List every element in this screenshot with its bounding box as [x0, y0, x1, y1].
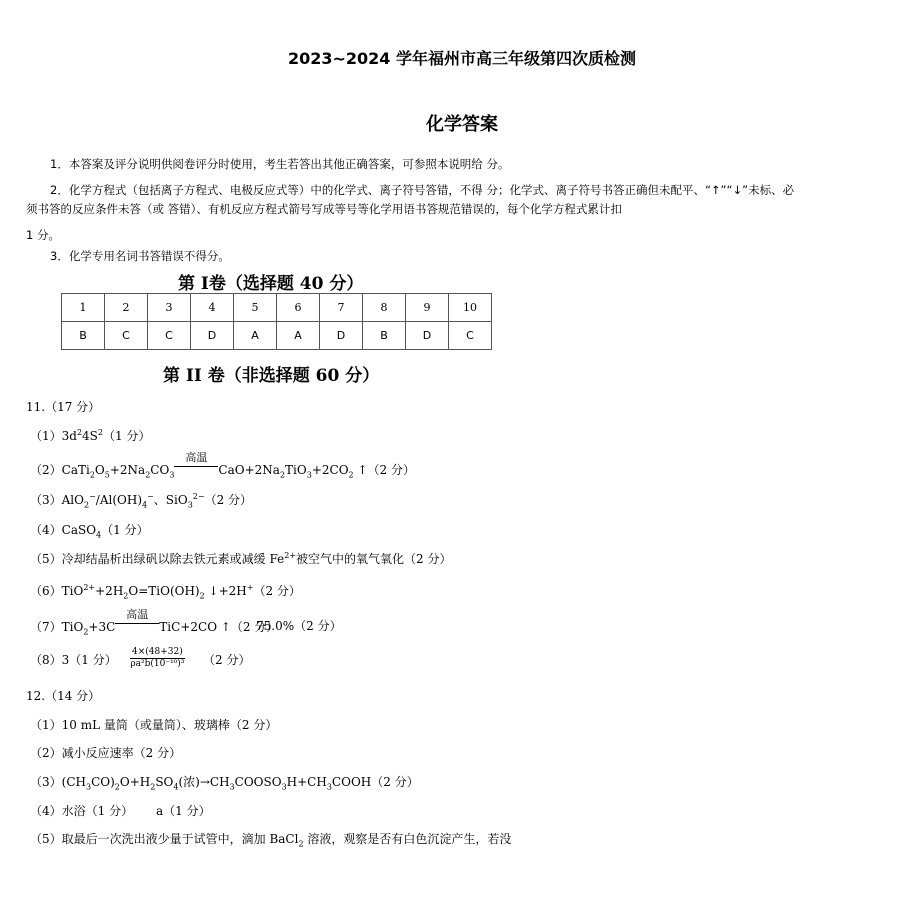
- answer-letter: C: [148, 322, 191, 350]
- note-2: 2．化学方程式（包括离子方程式、电极反应式等）中的化学式、离子符号答错，不得 分；化学式、离子符号书答正确但未配平、“↑”“↓”未标、必: [50, 183, 795, 197]
- reaction-condition-arrow: 高温: [174, 460, 218, 474]
- answer-table: [61, 293, 492, 350]
- note-2-end: 1 分。: [26, 228, 60, 242]
- question-number: 2: [105, 294, 148, 322]
- q11-answer-4: （4）CaSO$_4$（1 分）: [30, 523, 149, 540]
- question-number: 9: [406, 294, 449, 322]
- q11-answer-6: $(6)TiO^{2+}+2H_2O=TiO(OH)_2$ ↓+2H+（2 分）: [30, 583, 301, 601]
- question-number: 3: [148, 294, 191, 322]
- answer-letter: D: [406, 322, 449, 350]
- answer-letter: B: [62, 322, 105, 350]
- q11-title: 11.（17 分）: [26, 400, 101, 414]
- answer-letter: B: [363, 322, 406, 350]
- q12-answer-1: （1）10 mL 量筒（或量筒）、玻璃棒（2 分）: [30, 718, 278, 732]
- q11-answer-2: $(2)CaTi_2O_5+2Na_2CO_3$ 高温 $CaO+2Na_2TiO_3+2CO_2$ ↑（2 分）: [30, 451, 415, 480]
- part1-heading: 第 Ⅰ卷（选择题 40 分）: [178, 274, 364, 294]
- answer-letter: C: [449, 322, 492, 350]
- q11-answer-1: $(1)3d^24S^2(1$ 分）: [30, 428, 151, 443]
- q11-answer-7-yield: 75.0%（2 分）: [256, 619, 342, 633]
- q11-answer-8-fraction: $\frac{4\times(48+32)}{\text{ρa²b(10⁻¹⁰)³}}$: [130, 647, 185, 669]
- answer-letter: A: [234, 322, 277, 350]
- answer-letter: D: [320, 322, 363, 350]
- q12-title: 12.（14 分）: [26, 689, 101, 703]
- part2-heading: 第 II 卷（非选择题 60 分）: [163, 366, 380, 386]
- q11-answer-5: （5）冷却结晶析出绿矾以除去铁元素或减缓 $Fe^{2+}$被空气中的氧气氧化（2 分）: [30, 551, 452, 566]
- question-number: 6: [277, 294, 320, 322]
- answer-letter: C: [105, 322, 148, 350]
- q12-answer-5: （5）取最后一次洗出液少量于试管中，滴加 BaCl$_2$ 溶液，观察是否有白色沉淀产生，若没: [30, 832, 512, 849]
- q11-answer-3: $(3)AlO_2^-/Al(OH)_4^-$、SiO$_3^{2-}$（2 分）: [30, 492, 253, 510]
- answer-letters-row: [62, 322, 492, 350]
- question-number: 7: [320, 294, 363, 322]
- document-subtitle: 化学答案: [426, 114, 498, 135]
- q12-answer-3: $(3)(CH_3CO)_2O+H_2SO_4$(浓)$\to CH_3COOSO_3H+CH_3COOH(2$ 分）: [30, 775, 419, 792]
- q11-answer-8-score: （2 分）: [203, 653, 251, 667]
- answer-numbers-row: [62, 294, 492, 322]
- question-number: 1: [62, 294, 105, 322]
- question-number: 4: [191, 294, 234, 322]
- q12-answer-4: （4）水浴（1 分） a（1 分）: [30, 804, 211, 818]
- document-title: 2023~2024 学年福州市高三年级第四次质检测: [287, 49, 637, 68]
- note-1: 1．本答案及评分说明供阅卷评分时使用，考生若答出其他正确答案，可参照本说明给 分。: [50, 157, 510, 171]
- q12-answer-2: （2）减小反应速率（2 分）: [30, 746, 182, 760]
- answer-letter: A: [277, 322, 320, 350]
- answer-letter: D: [191, 322, 234, 350]
- q11-answer-7: （7）TiO$_2$+3C 高温 TiC+2CO ↑（2 分）: [30, 608, 279, 637]
- question-number: 10: [449, 294, 492, 322]
- question-number: 5: [234, 294, 277, 322]
- question-number: 8: [363, 294, 406, 322]
- reaction-condition-arrow: 高温: [115, 617, 159, 631]
- note-2-cont: 须书答的反应条件未答（或 答错）、有机反应方程式箭号写成等号等化学用语书答规范错误的，每个化学方程式累计扣: [26, 202, 622, 216]
- note-3: 3．化学专用名词书答错误不得分。: [50, 249, 230, 263]
- q11-answer-8: （8）3（1 分）: [30, 653, 117, 667]
